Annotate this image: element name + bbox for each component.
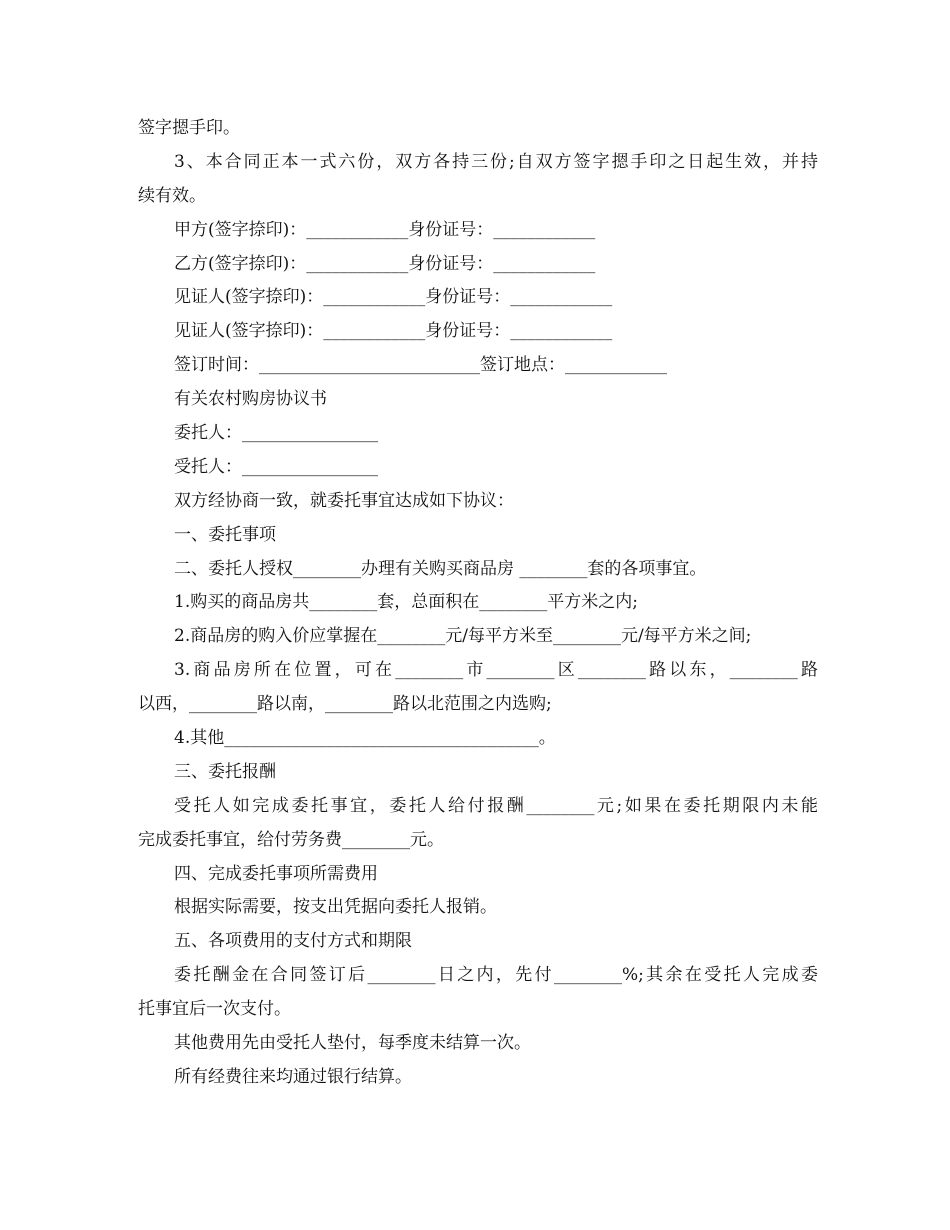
text-line: 受托人：________________ (174, 456, 378, 477)
text-line: 委托酬金在合同签订后________日之内，先付________%;其余在受托人完成委 (174, 965, 818, 986)
text-line: 3、本合同正本一式六份，双方各持三份;自双方签字摁手印之日起生效，并持 (174, 151, 818, 172)
text-line: 双方经协商一致，就委托事宜达成如下协议： (174, 490, 514, 511)
text-line: 1.购买的商品房共________套，总面积在________平方米之内; (174, 592, 638, 613)
text-line: 3.商品房所在位置，可在________市________区________路以东，________路 (174, 660, 818, 681)
text-line: 见证人(签字捺印)：____________身份证号：____________ (174, 287, 613, 308)
text-line: 二、委托人授权________办理有关购买商品房 ________套的各项事宜。 (174, 558, 707, 579)
text-line: 见证人(签字捺印)：____________身份证号：____________ (174, 321, 613, 342)
text-line: 其他费用先由受托人垫付，每季度未结算一次。 (174, 1033, 531, 1054)
text-line: 一、委托事项 (174, 524, 276, 545)
text-line: 四、完成委托事项所需费用 (174, 863, 378, 884)
text-line: 有关农村购房协议书 (174, 389, 327, 410)
text-line: 以西，________路以南，________路以北范围之内选购; (138, 694, 552, 715)
text-line: 委托人：________________ (174, 423, 378, 444)
text-line: 签订时间：__________________________签订地点：____________ (174, 355, 667, 376)
text-line: 乙方(签字捺印)：____________身份证号：____________ (174, 253, 596, 274)
text-line: 受托人如完成委托事宜，委托人给付报酬________元;如果在委托期限内未能 (174, 795, 818, 816)
text-line: 五、各项费用的支付方式和期限 (174, 931, 412, 952)
text-line: 签字摁手印。 (138, 118, 240, 138)
text-line: 4.其他_____________________________________。 (174, 728, 556, 749)
text-line: 续有效。 (138, 185, 206, 206)
text-line: 根据实际需要，按支出凭据向委托人报销。 (174, 897, 497, 918)
text-line: 甲方(签字捺印)：____________身份证号：____________ (174, 219, 596, 240)
text-line: 完成委托事宜，给付劳务费________元。 (138, 829, 444, 850)
text-line: 三、委托报酬 (174, 761, 276, 782)
text-line: 托事宜后一次支付。 (138, 999, 291, 1020)
text-line: 所有经费往来均通过银行结算。 (174, 1066, 412, 1087)
document-body (138, 112, 818, 1095)
text-line: 2.商品房的购入价应掌握在________元/每平方米至________元/每平方米之间; (174, 626, 752, 647)
